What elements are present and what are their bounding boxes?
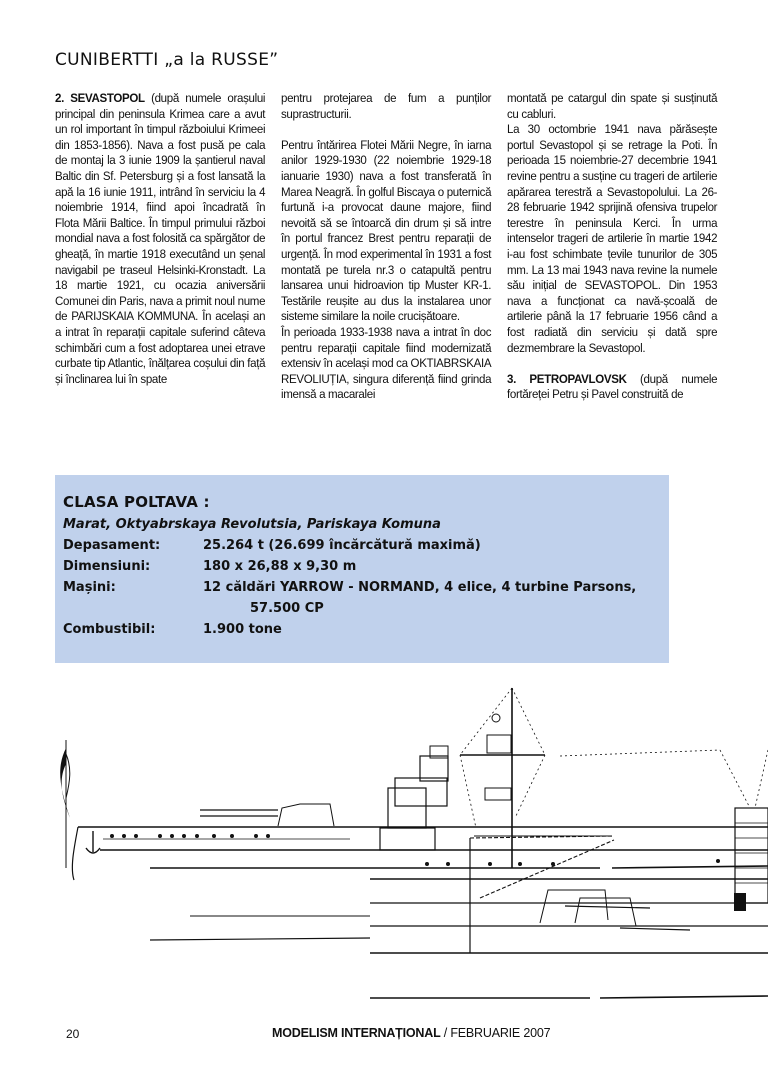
page-number: 20 xyxy=(66,1027,80,1041)
paragraph: La 30 octombrie 1941 nava părăsește portul Sevastopol și se retrage la Poti. În perioada 15 noiembrie-27 decembrie 1941 revine pentru a susține cu trageri de artilerie apărarea terestră a Sevastopolului. La 26-28 februarie 1942 sprijină ofensiva trupelor terestre în peninsula Kerci. În urma intenselor trageri de artilerie în martie 1942 i-au fost schimbate țevile tunurilor de 305 mm. La 13 mai 1943 nava revine la numele său inițial de SEVASTOPOL. Din 1953 nava a funcționat ca navă-școală de artilerie până la 17 februarie 1956 când a fost radiată din serviciu și dată spre dezmembrare la Sevastopol. xyxy=(507,122,718,355)
ship-heading-sevastopol: 2. SEVASTOPOL xyxy=(55,91,145,105)
anchor-icon xyxy=(86,831,100,853)
running-title: CUNIBERTTI „a la RUSSE” xyxy=(55,50,279,70)
spec-value: 1.900 tone xyxy=(203,622,282,637)
spec-value-continuation: 57.500 CP xyxy=(250,601,324,616)
article-column-2 xyxy=(281,91,491,403)
ship-profile-drawing xyxy=(0,668,768,1013)
paragraph: montată pe catargul din spate și susținută cu cabluri. xyxy=(507,91,718,121)
spec-label: Combustibil: xyxy=(63,622,156,637)
paragraph-text: (după numele fortăreței Petru și Pavel construită de xyxy=(507,371,718,402)
flag-icon xyxy=(60,740,70,868)
spec-row-dimensions xyxy=(63,559,636,580)
paragraph: pentru protejarea de fum a punților suprastructurii. xyxy=(281,91,492,121)
article-column-3 xyxy=(507,91,717,403)
spec-label: Dimensiuni: xyxy=(63,559,151,574)
spec-row-displacement xyxy=(63,538,636,559)
spec-value: 180 x 26,88 x 9,30 m xyxy=(203,559,357,574)
spec-row-fuel xyxy=(63,622,636,643)
paragraph: Pentru întărirea Flotei Mării Negre, în iarna anilor 1929-1930 (22 noiembrie 1929-18 ianuarie 1930) nava a fost transferată în Marea Neagră. În golful Biscaya o puternică furtună i-a provocat daune majore, fiind nevoită să se întoarcă din drum și să intre în portul francez Brest pentru reparații de urgență. În mod experimental în 1931 a fost montată pe turela nr.3 o catapultă pentru lansarea unui hidroavion tip Muster KR-1. Testările reușite au dus la instalarea unor sisteme similare la noile crucișătoare. xyxy=(281,137,492,324)
paragraph-text: (după numele orașului principal din peninsula Krimea care a avut un rol important în timpul războiului Krimeei din 1853-1856). Nava a fost pusă pe cala de montaj la 3 iunie 1909 la șantierul naval Baltic din Sf. Petersburg și a fost lansată la apă la 16 iunie 1911, intrând în serviciu la 4 noiembrie 1914, fiind apoi încadrată în Flota Mării Baltice. În timpul primului război mondial nava a fost folosită ca spărgător de gheață, în martie 1918 executând un șenal navigabil pe traseul Helsinki-Kronstadt. La 18 martie 1921, cu ocazia aniversării Comunei din Paris, nava a primit noul nume de PARIJSKAIA KOMMUNA. În același an a intrat în reparații capitale suferind câteva schimbări cum a fost adoptarea unei etrave curbate tip Atlantic, înălțarea coșului din față și înclinarea lui în spate xyxy=(55,91,266,386)
article-columns xyxy=(55,91,733,403)
spec-row-machinery xyxy=(63,580,636,601)
spec-label: Depasament: xyxy=(63,538,161,553)
issue-date: / FEBRUARIE 2007 xyxy=(440,1026,551,1040)
magazine-name: MODELISM INTERNAȚIONAL xyxy=(272,1026,441,1040)
article-column-1 xyxy=(55,91,265,403)
paragraph: În perioada 1933-1938 nava a intrat în doc pentru reparații capitale fiind modernizată extensiv în același mod ca OKTIABRSKAIA REVOLIUȚIA, singura diferență fiind grinda imensă a macaralei xyxy=(281,324,492,402)
specs-infobox xyxy=(55,475,669,663)
spec-value: 12 căldări YARROW - NORMAND, 4 elice, 4 turbine Parsons, xyxy=(203,580,637,595)
footer-masthead xyxy=(272,1026,550,1040)
spec-value: 25.264 t (26.699 încărcătură maximă) xyxy=(203,538,481,553)
spec-label: Mașini: xyxy=(63,580,116,595)
infobox-title: CLASA POLTAVA : xyxy=(63,493,210,511)
ship-heading-petropavlovsk: 3. PETROPAVLOVSK xyxy=(507,371,627,386)
infobox-ship-list: Marat, Oktyabrskaya Revolutsia, Pariskaya Komuna xyxy=(63,517,441,532)
